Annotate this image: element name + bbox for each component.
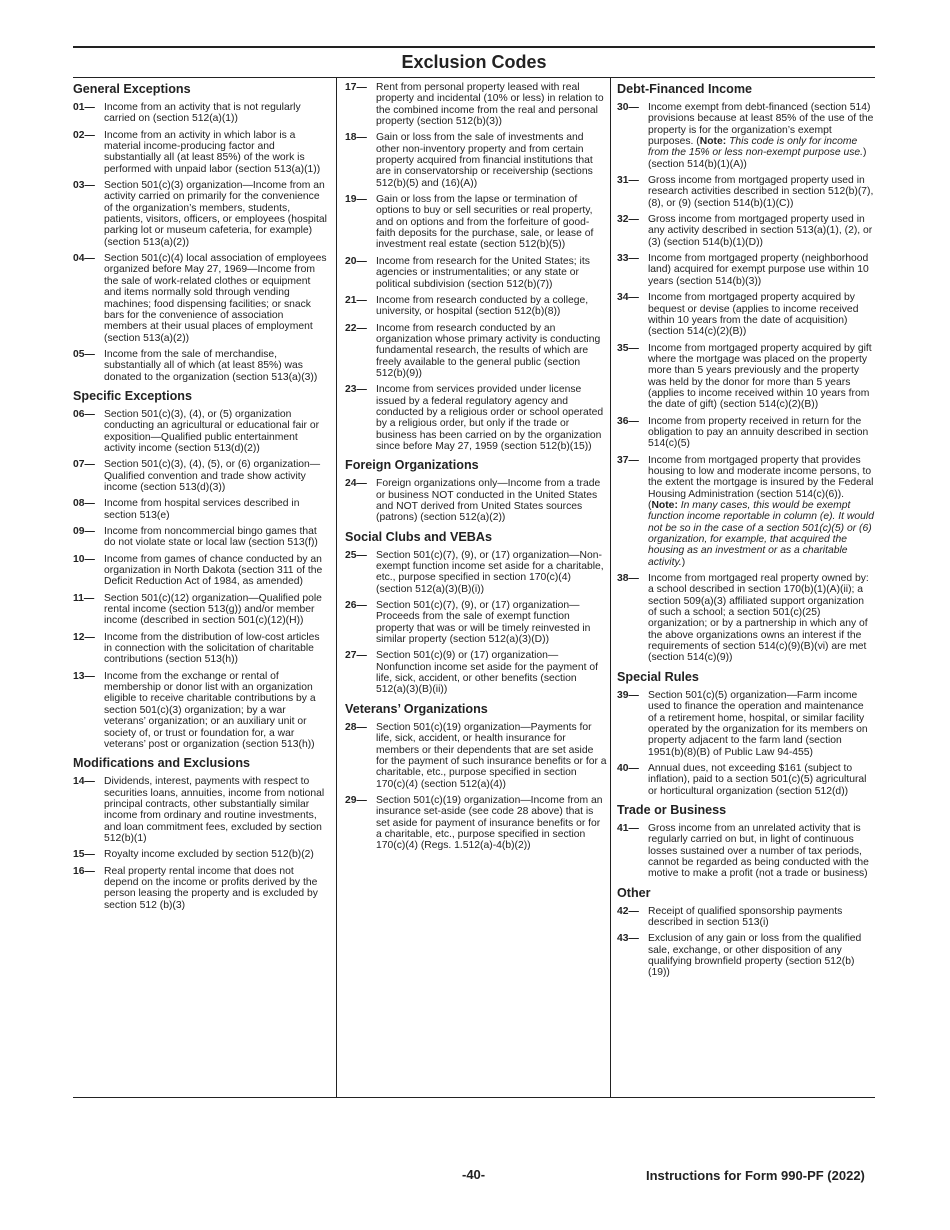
code-description [376,323,607,380]
code-description-text: Income from mortgaged property that provides housing to low and moderate income persons, to the extent the mortgage is insured by the Federal Housing Administration (section 514(c)(6)). [648,454,874,500]
section-heading-modifications-and-exclusions: Modifications and Exclusions [73,756,251,771]
code-entry [345,132,607,189]
code-entry [73,866,328,911]
bottom-rule [73,1097,875,1098]
code-number: 28— [345,721,367,733]
code-number: 30— [617,102,639,113]
code-description-text: Income from the distribution of low-cost articles in connection with the solicitation of charitable contributions (section 513(h)) [104,631,320,666]
code-number: 08— [73,498,95,510]
code-description-text: Annual dues, not exceeding $161 (subject to inflation), paid to a section 501(c)(5) agricultural or horticultural organization (section 512(d)) [648,762,867,797]
code-entry [345,256,607,290]
code-description-text: Gain or loss from the lapse or termination of options to buy or sell securities or real property, and on options and from the forfeiture of good-faith deposits for the purchase, sale, or lease of investment real estate (section 512(b)(5)) [376,194,594,251]
code-description [104,776,328,844]
code-number: 20— [345,255,367,267]
note-tail: ) [681,556,686,568]
code-description-text: Section 501(c)(3), (4), or (5) organization conducting an agricultural or educational fair or exposition—Qualified public entertainment activity income (section 513(d)(2)) [104,408,320,454]
title-rule [73,77,875,78]
section-heading-veterans-organizations: Veterans’ Organizations [345,701,488,716]
code-number: 04— [73,253,95,265]
code-description-text: Income from property received in return for the obligation to pay an annuity described in section 514(c)(5) [648,415,869,450]
code-description-text: Gross income from mortgaged property used in any activity described in section 513(a)(1), (2), or (3) (section 514(b)(1)(D)) [648,214,873,248]
code-description-text: Income from noncommercial bingo games that do not violate state or local law (section 513(f)) [104,526,318,549]
code-number: 17— [345,82,367,93]
code-description-text: Section 501(c)(3), (4), (5), or (6) organization—Qualified convention and trade show activity income (section 513(d)(3)) [104,459,321,493]
code-entry [73,459,328,493]
code-description [648,763,875,797]
code-entry [73,180,328,248]
code-number: 27— [345,650,367,662]
code-entry [617,690,875,758]
code-number: 42— [617,905,639,917]
code-description-text: Income from mortgaged property (neighborhood land) acquired for exempt purpose use within 10 years (section 514(b)(3)) [648,253,869,287]
code-description-text: Income from research conducted by a college, university, or hospital (section 512(b)(8)) [376,294,589,318]
code-entry [345,722,607,790]
page-title: Exclusion Codes [401,52,547,72]
code-entry [345,82,607,127]
column-divider [336,77,337,1097]
code-description: Income exempt from debt-financed (section 514) provisions because at least 85% of the use of the property is for the organization’s exempt purposes. (Note: This code is only for income from the 15% or less non-exempt purpose use.) (section 514(b)(1)(A)) [648,102,874,170]
code-number: 43— [617,933,639,945]
code-number: 01— [73,102,95,113]
code-number: 21— [345,294,367,306]
code-entry [345,194,607,251]
code-entry [73,526,328,549]
code-description-text: Real property rental income that does not depend on the income or profits derived by the person leasing the property and is excluded by section 512 (b)(3) [104,865,318,911]
code-description [648,175,875,209]
code-entry [617,343,875,411]
column-divider [610,77,611,1097]
code-number: 39— [617,689,639,701]
code-entry [617,573,875,664]
code-entry [345,323,607,380]
code-description [104,526,328,549]
code-description-text: Income from research conducted by an organization whose primary activity is conducting fundamental research, the results of which are freely available to the general public (section 512(b)(9)) [376,322,601,379]
code-description-text: Income from hospital services described in section 513(e) [104,498,300,521]
code-entry [345,478,607,523]
code-description [104,409,328,454]
code-description [648,690,875,758]
code-entry [617,416,875,450]
code-description [648,573,875,664]
code-entry [617,214,875,248]
code-description [104,349,328,383]
code-description-text: Income from the exchange or rental of membership or donor list with an organization eligible to receive charitable contributions by a section 501(c)(3) organization; by a war veterans’ organization; or an auxiliary unit or society of, or trust or foundation for, a war veterans’ post or organization (section 513(h)) [104,670,316,750]
code-description-text: Income from mortgaged property acquired by gift where the mortgage was placed on the property more than 5 years previously and the property was held by the donor for more than 5 years (applies to income received within 10 years from the date of gift) (section 514(c)(2)(B)) [648,342,872,411]
section-heading-other: Other [617,885,651,900]
code-number: 07— [73,459,95,471]
code-description [648,906,875,929]
code-description-text: Section 501(c)(19) organization—Payments for life, sick, accident, or health insurance for members or their dependents that are set aside for the payment of such insurance benefits or for a charitable, etc., purpose specified in section 170(c)(4) (section 512(a)(4)) [376,721,607,790]
code-description [376,132,607,189]
code-description-text: Section 501(c)(9) or (17) organization—Nonfunction income set aside for the payment of life, sick, accident, or other benefits (section 512(a)(3)(B)(ii)) [376,650,598,696]
code-number: 41— [617,822,639,834]
code-entry [73,671,328,750]
code-description-text: Section 501(c)(5) organization—Farm income used to finance the operation and maintenance of a retirement home, hospital, or similar facility operated by the organization for its members on property adjacent to the farm land (section 1951(b)(8)(B) of Public Law 94-455) [648,689,868,758]
code-entry [617,763,875,797]
code-number: 33— [617,253,639,265]
code-description-text: Section 501(c)(3) organization—Income from an activity carried on primarily for the convenience of the organization’s members, students, patients, visitors, officers, or employees (hospital parking lot or museum cafeteria, for example) (section 513(a)(2)) [104,180,327,248]
code-number: 18— [345,132,367,144]
section-heading-debt-financed-income: Debt-Financed Income [617,82,753,96]
code-description [104,253,328,344]
code-entry [73,776,328,844]
code-number: 26— [345,600,367,612]
code-description [104,866,328,911]
code-number: 25— [345,549,367,561]
code-description [648,933,875,978]
code-description-text: Dividends, interest, payments with respect to securities loans, annuities, income from notional principal contracts, other substantially similar income from ordinary and routine investments, and loan commitment fees, excluded by section 512(b)(1) [104,776,325,844]
code-entry [617,292,875,337]
code-description [104,849,328,860]
code-description-text: Section 501(c)(7), (9), or (17) organization—Proceeds from the sale of exempt function property that was or will be timely reinvested in similar property (section 512(a)(3)(D)) [376,600,591,646]
code-description-text: Receipt of qualified sponsorship payments described in section 513(i) [648,905,843,928]
code-description [104,554,328,588]
section-heading-special-rules: Special Rules [617,669,699,684]
code-entry [73,554,328,588]
code-description-text: Rent from personal property leased with real property and incidental (10% or less) in relation to the combined income from the real and personal property (section 512(b)(3)) [376,82,604,128]
code-description [376,256,607,290]
code-number: 15— [73,849,95,861]
code-description-text: Royalty income excluded by section 512(b)(2) [104,849,314,861]
code-description [376,478,607,523]
code-description-text: Section 501(c)(12) organization—Qualified pole rental income (section 513(g)) and/or member income (described in section 501(c)(12)(H)) [104,592,322,627]
code-description-text: Income from research for the United States; its agencies or instrumentalities; or any state or political subdivision (section 512(b)(7)) [376,255,590,290]
code-number: 10— [73,553,95,565]
code-description-text: Income from mortgaged real property owned by: a school described in section 170(b)(1)(A)(ii); a section 509(a)(3) affiliated support organization of such a school; a section 501(c)(25) organization; or by a partnership in which any of the above organizations owns an interest if the requirements of section 514(c)(9)(B)(vi) are met (section 514(c)(9)) [648,573,869,664]
code-entry [617,102,875,170]
code-number: 19— [345,194,367,206]
code-entry [617,823,875,880]
code-entry [617,455,875,568]
code-description-text: Foreign organizations only—Income from a trade or business NOT conducted in the United States and NOT derived from United States sources (patrons) (section 512(a)(2)) [376,478,601,524]
code-description [648,416,875,450]
note-label: Note: [699,136,727,148]
code-description [376,82,607,127]
code-description [376,550,607,595]
column-middle [345,82,607,857]
code-number: 34— [617,292,639,304]
code-entry [73,498,328,521]
code-description-text: Income from the sale of merchandise, substantially all of which (at least 85%) was donated to the organization (section 513(a)(3)) [104,348,318,383]
top-rule [73,46,875,48]
code-description [104,180,328,248]
code-number: 14— [73,776,95,788]
code-description [104,632,328,666]
code-entry [73,593,328,627]
code-number: 40— [617,762,639,774]
code-description [104,498,328,521]
code-description-text: Section 501(c)(4) local association of employees organized before May 27, 1969—Income from the sale of work-related clothes or equipment and items normally sold through vending machines; food dispensing facilities; or snack bars for the convenience of association members at their usual places of employment (section 513(a)(2)) [104,253,327,344]
code-number: 31— [617,175,639,187]
section-heading-specific-exceptions: Specific Exceptions [73,388,192,403]
code-entry [73,632,328,666]
code-number: 02— [73,129,95,141]
code-description [648,343,875,411]
code-description-text: Section 501(c)(7), (9), or (17) organization—Non-exempt function income set aside for a charitable, etc., purpose specified in section 170(c)(4) (section 512(a)(3)(B)(i)) [376,549,604,595]
code-description [104,130,328,175]
note-text: In many cases, this would be exempt function income reportable in column (e). It would not be so in the case of a section 501(c)(5) or (6) organization, for example, that acquired the housing as an investment or as a charitable activity. [648,500,874,568]
code-number: 12— [73,631,95,643]
code-description [648,214,875,248]
code-number: 22— [345,322,367,334]
code-entry [617,253,875,287]
code-description-text: Income from services provided under license issued by a federal regulatory agency and conducted by a religious order or school operated by a religious order, but only if the trade or business has been carried on by the organization since before May 27, 1959 (section 512(b)(15)) [376,384,604,452]
code-description-text: Income from games of chance conducted by an organization in North Dakota (section 311 of the Deficit Reduction Act of 1984, as amended) [104,553,323,588]
code-entry [617,933,875,978]
code-entry [345,600,607,645]
code-description [376,650,607,695]
code-description [104,102,328,125]
code-description [648,292,875,337]
code-number: 37— [617,454,639,466]
code-entry [345,550,607,595]
code-entry [73,130,328,175]
column-right [617,82,875,984]
code-number: 11— [73,592,95,604]
code-entry [345,295,607,318]
code-description [376,295,607,318]
code-description: Income from mortgaged property that provides housing to low and moderate income persons, to the extent the mortgage is insured by the Federal Housing Administration (section 514(c)(6)). (Note: In many cases, this would be exempt function income reportable in column (e). It would not be so in the case of a section 501(c)(5) or (6) organization, for example, that acquired the housing as an investment or as a charitable activity.) [648,454,874,568]
code-number: 06— [73,408,95,420]
code-description [104,459,328,493]
section-heading-trade-or-business: Trade or Business [617,802,727,817]
code-description-text: Gross income from mortgaged property used in research activities described in section 512(b)(7), (8), or (9) (section 514(b)(1)(C)) [648,175,874,209]
code-number: 05— [73,348,95,360]
code-number: 13— [73,670,95,682]
code-number: 36— [617,415,639,427]
code-number: 24— [345,478,367,490]
section-heading-social-clubs-and-vebas: Social Clubs and VEBAs [345,529,492,544]
code-entry [345,795,607,852]
code-entry [345,650,607,695]
section-heading-general-exceptions: General Exceptions [73,82,191,96]
code-number: 09— [73,526,95,537]
code-number: 16— [73,865,95,877]
code-description-text: Section 501(c)(19) organization—Income from an insurance set-aside (see code 28 above) that is set aside for payment of insurance benefits or for a charitable, etc., purpose specified in section 170(c)(4) (Regs. 1.512(a)-4(b)(2)) [376,794,603,852]
code-description-text: Income from mortgaged property acquired by bequest or devise (applies to income received within 10 years from the date of acquisition) (section 514(c)(2)(B)) [648,292,859,338]
note-text: This code is only for income from the 15% or less non-exempt purpose use. [648,136,864,159]
code-description [376,600,607,645]
code-description-text: Income from an activity that is not regularly carried on (section 512(a)(1)) [104,102,301,125]
code-description [104,593,328,627]
code-number: 38— [617,573,639,585]
code-description-text: Exclusion of any gain or loss from the qualified sale, exchange, or other disposition of any qualifying brownfield property (section 512(b)(19)) [648,933,862,979]
code-number: 32— [617,214,639,226]
code-entry [345,384,607,452]
code-number: 29— [345,794,367,806]
code-entry [73,409,328,454]
form-name: Instructions for Form 990-PF (2022) [646,1168,865,1183]
code-entry [617,906,875,929]
code-entry [73,253,328,344]
code-number: 03— [73,180,95,192]
column-left [73,82,328,916]
section-heading-foreign-organizations: Foreign Organizations [345,458,479,473]
code-entry [617,175,875,209]
code-description-text: Income exempt from debt-financed (section 514) provisions because at least 85% of the use of the property is for the organization’s exempt purposes. [648,102,874,148]
code-description [376,384,607,452]
code-entry [73,349,328,383]
code-description [648,823,875,880]
code-description [104,671,328,750]
code-description [376,194,607,251]
code-number: 35— [617,342,639,354]
code-description-text: Income from an activity in which labor is a material income-producing factor and substantially all (at least 85%) of the work is performed with unpaid labor (section 513(a)(1)) [104,129,321,175]
code-entry [73,102,328,125]
code-description [648,253,875,287]
code-description-text: Gain or loss from the sale of investments and other non-inventory property and from certain property acquired from financial institutions that are in conservatorship or receivership (sections 512(b)(5) and (16)(A)) [376,132,593,189]
code-description [376,722,607,790]
note-label: Note: [651,500,678,511]
code-entry [73,849,328,860]
page-number: -40- [462,1167,486,1182]
code-description-text: Gross income from an unrelated activity that is regularly carried on but, in light of continuous losses sustained over a number of tax periods, cannot be regarded as being conducted with the motive to make a profit (not a trade or business) [648,822,869,880]
code-number: 23— [345,384,367,396]
code-description [376,795,607,852]
note-tail: ) (section 514(b)(1)(A)) [648,147,867,170]
